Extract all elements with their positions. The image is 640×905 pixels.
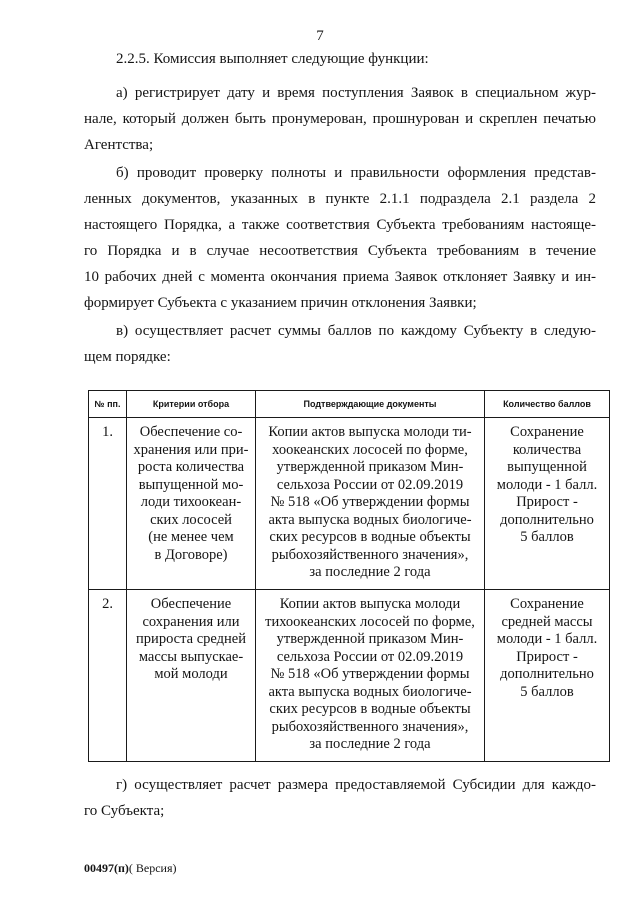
documents-cell: [256, 418, 485, 590]
cell-line: № 518 «Об утверждении формы: [270, 494, 470, 510]
table-row: [89, 418, 610, 590]
cell-line: молоди - 1 балл.: [496, 476, 598, 493]
criteria-table: [88, 390, 610, 762]
cell-line: сельхоза России от 02.09.2019: [276, 648, 464, 665]
cell-line: ских ресурсов в водные объекты: [269, 529, 471, 545]
row-number: 1.: [89, 418, 127, 590]
cell-line: за последние 2 года: [309, 736, 431, 752]
cell-line: ских лососей: [150, 511, 232, 528]
cell-line: 5 баллов: [520, 683, 574, 700]
cell-line: Обеспечение: [150, 596, 232, 612]
cell-line: рыбохозяйственного значения»,: [271, 546, 469, 563]
item-b-line: б) проводит проверку полноты и правильности оформления представ-: [116, 165, 596, 181]
cell-line: хранения или при-: [133, 441, 249, 458]
item-a-line: Агентства;: [84, 137, 154, 153]
item-a-line: нале, который должен быть пронумерован, прошнурован и скреплен печатью: [84, 111, 596, 127]
cell-line: утвержденной приказом Мин-: [276, 631, 464, 647]
cell-line: Копии актов выпуска молоди ти-: [268, 424, 472, 440]
criterion-cell: [127, 590, 256, 762]
item-g-line: го Субъекта;: [84, 803, 165, 819]
cell-line: дополнительно: [500, 511, 594, 528]
cell-line: Прирост -: [516, 648, 578, 665]
cell-line: сохранения или: [142, 613, 240, 630]
cell-line: сельхоза России от 02.09.2019: [276, 476, 464, 493]
item-b-line: ленных документов, указанных в пункте 2.1.1 подраздела 2.1 раздела 2: [84, 191, 596, 207]
footer-version: ( Версия): [128, 861, 177, 875]
item-v-line: в) осуществляет расчет суммы баллов по каждому Субъекту в следую-: [116, 323, 596, 339]
cell-line: прироста средней: [136, 631, 246, 647]
item-a-paragraph: [84, 80, 596, 158]
header-number: № пп.: [89, 391, 127, 418]
criterion-cell: [127, 418, 256, 590]
header-points: Количество баллов: [485, 391, 610, 418]
item-v-line: щем порядке:: [84, 349, 171, 365]
cell-line: Сохранение: [510, 424, 584, 440]
cell-line: мой молоди: [154, 666, 228, 682]
cell-line: 5 баллов: [520, 529, 574, 545]
cell-line: утвержденной приказом Мин-: [276, 459, 464, 475]
cell-line: в Договоре): [154, 546, 228, 563]
documents-cell: [256, 590, 485, 762]
cell-line: за последние 2 года: [309, 564, 431, 580]
item-v-paragraph: [84, 318, 596, 370]
points-cell: [485, 590, 610, 762]
item-b-line: формирует Субъекта с указанием причин отклонения Заявки;: [84, 295, 477, 311]
cell-line: (не менее чем: [148, 529, 234, 545]
cell-line: ских ресурсов в водные объекты: [269, 701, 471, 717]
cell-line: акта выпуска водных биологиче-: [268, 511, 472, 528]
item-b-line: 10 рабочих дней с момента окончания приема Заявок отклоняет Заявку и ин-: [84, 269, 596, 285]
cell-line: количества: [512, 441, 582, 458]
cell-line: № 518 «Об утверждении формы: [270, 666, 470, 682]
table-row: [89, 590, 610, 762]
cell-line: Прирост -: [516, 494, 578, 510]
cell-line: роста количества: [137, 459, 245, 475]
item-b-paragraph: [84, 160, 596, 316]
points-cell: [485, 418, 610, 590]
table-header-row: [89, 391, 610, 418]
cell-line: дополнительно: [500, 666, 594, 682]
item-b-line: настоящего Порядка, а также соответствия Субъекта требованиям настояще-: [84, 217, 596, 233]
header-documents: Подтверждающие документы: [256, 391, 485, 418]
cell-line: Копии актов выпуска молоди: [279, 596, 461, 612]
cell-line: массы выпускае-: [138, 648, 244, 665]
cell-line: акта выпуска водных биологиче-: [268, 683, 472, 700]
cell-line: выпущенной мо-: [138, 476, 244, 493]
cell-line: молоди - 1 балл.: [496, 631, 598, 647]
row-number: 2.: [89, 590, 127, 762]
header-criterion: Критерии отбора: [127, 391, 256, 418]
cell-line: Обеспечение со-: [139, 424, 243, 440]
page-number: 7: [316, 28, 324, 44]
cell-line: средней массы: [501, 613, 593, 630]
cell-line: лоди тихоокеан-: [140, 494, 242, 510]
cell-line: Сохранение: [510, 596, 584, 612]
document-footer: [84, 861, 177, 876]
cell-line: тихоокеанских лососей по форме,: [265, 613, 475, 630]
cell-line: выпущенной: [507, 459, 587, 475]
cell-line: хоокеанских лососей по форме,: [272, 441, 468, 458]
item-b-line: го Порядка и в случае несоответствия Субъекта требованиям в течение: [84, 243, 596, 259]
item-g-line: г) осуществляет расчет размера предоставляемой Субсидии для каждо-: [116, 777, 596, 793]
heading-line: 2.2.5. Комиссия выполняет следующие функции:: [116, 51, 429, 67]
item-g-paragraph: [84, 772, 596, 824]
cell-line: рыбохозяйственного значения»,: [271, 718, 469, 735]
footer-code: 00497(п): [84, 861, 129, 875]
item-a-line: а) регистрирует дату и время поступления Заявок в специальном жур-: [116, 85, 596, 101]
section-heading: [84, 46, 596, 72]
